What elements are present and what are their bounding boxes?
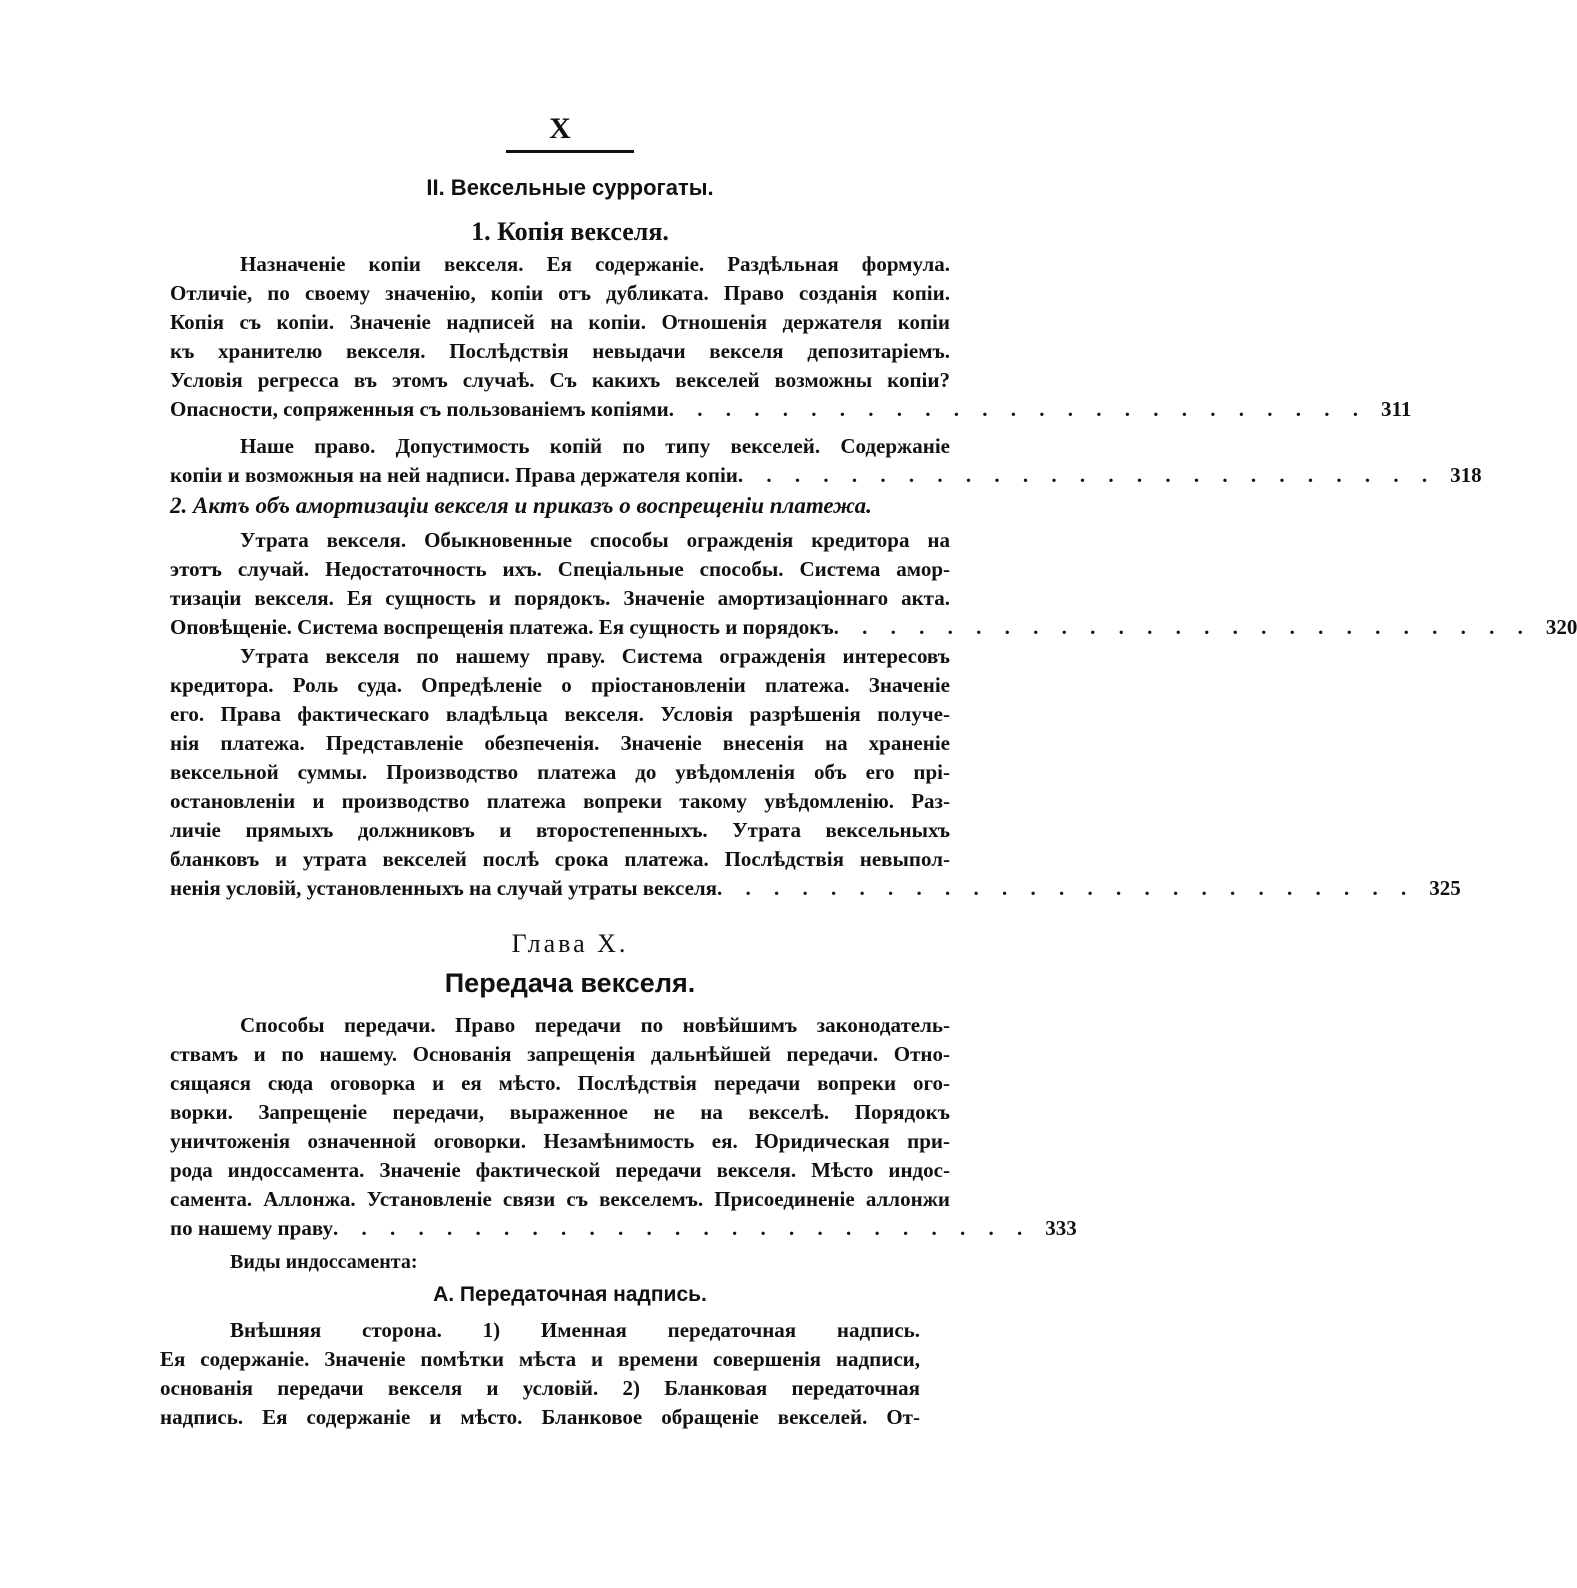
toc-entry-line xyxy=(170,874,1461,903)
text-line: ворки. Запрещеніе передачи, выраженное не на векселѣ. Порядокъ xyxy=(170,1100,950,1124)
section-heading: II. Вексельные суррогаты. xyxy=(426,175,714,200)
subsection-body xyxy=(160,1316,920,1432)
text-line: рода индоссамента. Значеніе фактической передачи векселя. Мѣсто индос- xyxy=(170,1158,950,1182)
toc-page-number: 311 xyxy=(1381,397,1412,421)
item1-heading: 1. Копія векселя. xyxy=(471,217,669,246)
text-line: основанія передачи векселя и условій. 2) Бланковая передаточная xyxy=(160,1376,920,1400)
leader-dots: . . . . . . . . . . . . . . . . . . . . . . . . . xyxy=(668,397,1368,421)
leader-dots: . . . . . . . . . . . . . . . . . . . . . . . . . xyxy=(717,876,1416,900)
toc-entry-line xyxy=(170,395,1412,424)
text-line: къ хранителю векселя. Послѣдствія невыдачи векселя депозитаріемъ. xyxy=(170,339,950,363)
item2-para1 xyxy=(170,526,1577,642)
text-line: нія платежа. Представленіе обезпеченія. Значеніе внесенія на храненіе xyxy=(170,731,950,755)
item1-para1 xyxy=(170,250,1412,424)
page-number-rule xyxy=(506,150,634,153)
toc-entry-line xyxy=(170,1214,1077,1243)
item1-para2 xyxy=(170,432,1482,490)
text-line: тизаціи векселя. Ея сущность и порядокъ. Значеніе амортизаціоннаго акта. xyxy=(170,586,950,610)
text-line: этотъ случай. Недостаточность ихъ. Спеціальные способы. Система амор- xyxy=(170,557,950,581)
text-line: личіе прямыхъ должниковъ и второстепенныхъ. Утрата вексельныхъ xyxy=(170,818,950,842)
text-line: Способы передачи. Право передачи по новѣйшимъ законодатель- xyxy=(240,1013,950,1037)
text-line: вексельной суммы. Производство платежа до увѣдомленія объ его прі- xyxy=(170,760,950,784)
toc-entry-text: по нашему праву xyxy=(170,1216,333,1240)
text-line: остановленіи и производство платежа вопреки такому увѣдомленію. Раз- xyxy=(170,789,950,813)
text-line: самента. Аллонжа. Установленіе связи съ векселемъ. Присоединеніе аллонжи xyxy=(170,1187,950,1211)
leader-dots: . . . . . . . . . . . . . . . . . . . . . . . . . xyxy=(737,463,1437,487)
text-line: надпись. Ея содержаніе и мѣсто. Бланковое обращеніе векселей. От- xyxy=(160,1405,920,1429)
leader-dots: . . . . . . . . . . . . . . . . . . . . . . . . . xyxy=(833,615,1532,639)
toc-entry-text: копіи и возможныя на ней надписи. Права держателя копіи xyxy=(170,463,738,487)
item2-para2 xyxy=(170,642,1461,903)
toc-page-number: 333 xyxy=(1045,1216,1077,1240)
text-line: сящаяся сюда оговорка и ея мѣсто. Послѣдствія передачи вопреки ого- xyxy=(170,1071,950,1095)
toc-page-number: 318 xyxy=(1450,463,1482,487)
text-line: Наше право. Допустимость копій по типу векселей. Содержаніе xyxy=(240,434,950,458)
toc-entry-line xyxy=(170,613,1577,642)
text-line: его. Права фактическаго владѣльца векселя. Условія разрѣшенія получе- xyxy=(170,702,950,726)
text-line: Внѣшняя сторона. 1) Именная передаточная надпись. xyxy=(230,1318,920,1342)
text-line: Ея содержаніе. Значеніе помѣтки мѣста и времени совершенія надписи, xyxy=(160,1347,920,1371)
toc-entry-line xyxy=(170,461,1482,490)
toc-page-number: 320 xyxy=(1545,615,1577,639)
text-line: бланковъ и утрата векселей послѣ срока платежа. Послѣдствія невыпол- xyxy=(170,847,950,871)
toc-entry-text: Опасности, сопряженныя съ пользованіемъ копіями xyxy=(170,397,669,421)
subsection-heading: А. Передаточная надпись. xyxy=(433,1283,707,1306)
text-line: Назначеніе копіи векселя. Ея содержаніе. Раздѣльная формула. xyxy=(240,252,950,276)
text-line: Утрата векселя по нашему праву. Система огражденія интересовъ xyxy=(240,644,950,668)
text-line: Отличіе, по своему значенію, копіи отъ дубликата. Право созданія копіи. xyxy=(170,281,950,305)
chapter-label: Глава X. xyxy=(511,929,629,958)
item2-heading: 2. Актъ объ амортизаціи векселя и приказъ о воспрещеніи платежа. xyxy=(170,493,872,518)
leader-dots: . . . . . . . . . . . . . . . . . . . . . . . . . xyxy=(332,1216,1032,1240)
text-line: ствамъ и по нашему. Основанія запрещенія дальнѣйшей передачи. Отно- xyxy=(170,1042,950,1066)
chapter-para xyxy=(170,1011,1077,1243)
text-line: Условія регресса въ этомъ случаѣ. Съ какихъ векселей возможны копіи? xyxy=(170,368,950,392)
toc-page-number: 325 xyxy=(1429,876,1461,900)
toc-entry-text: Оповѣщеніе. Система воспрещенія платежа. Ея сущность и порядокъ xyxy=(170,615,834,639)
chapter-title: Передача векселя. xyxy=(444,968,696,998)
text-line: Утрата векселя. Обыкновенные способы огражденія кредитора на xyxy=(240,528,950,552)
text-line: Копія съ копіи. Значеніе надписей на копіи. Отношенія держателя копіи xyxy=(170,310,950,334)
types-label: Виды индоссамента: xyxy=(230,1251,418,1273)
text-line: уничтоженія означенной оговорки. Незамѣнимость ея. Юридическая при- xyxy=(170,1129,950,1153)
toc-entry-text: ненія условій, установленныхъ на случай утраты векселя xyxy=(170,876,718,900)
text-line: кредитора. Роль суда. Опредѣленіе о пріостановленіи платежа. Значеніе xyxy=(170,673,950,697)
page-number: X xyxy=(549,112,571,145)
